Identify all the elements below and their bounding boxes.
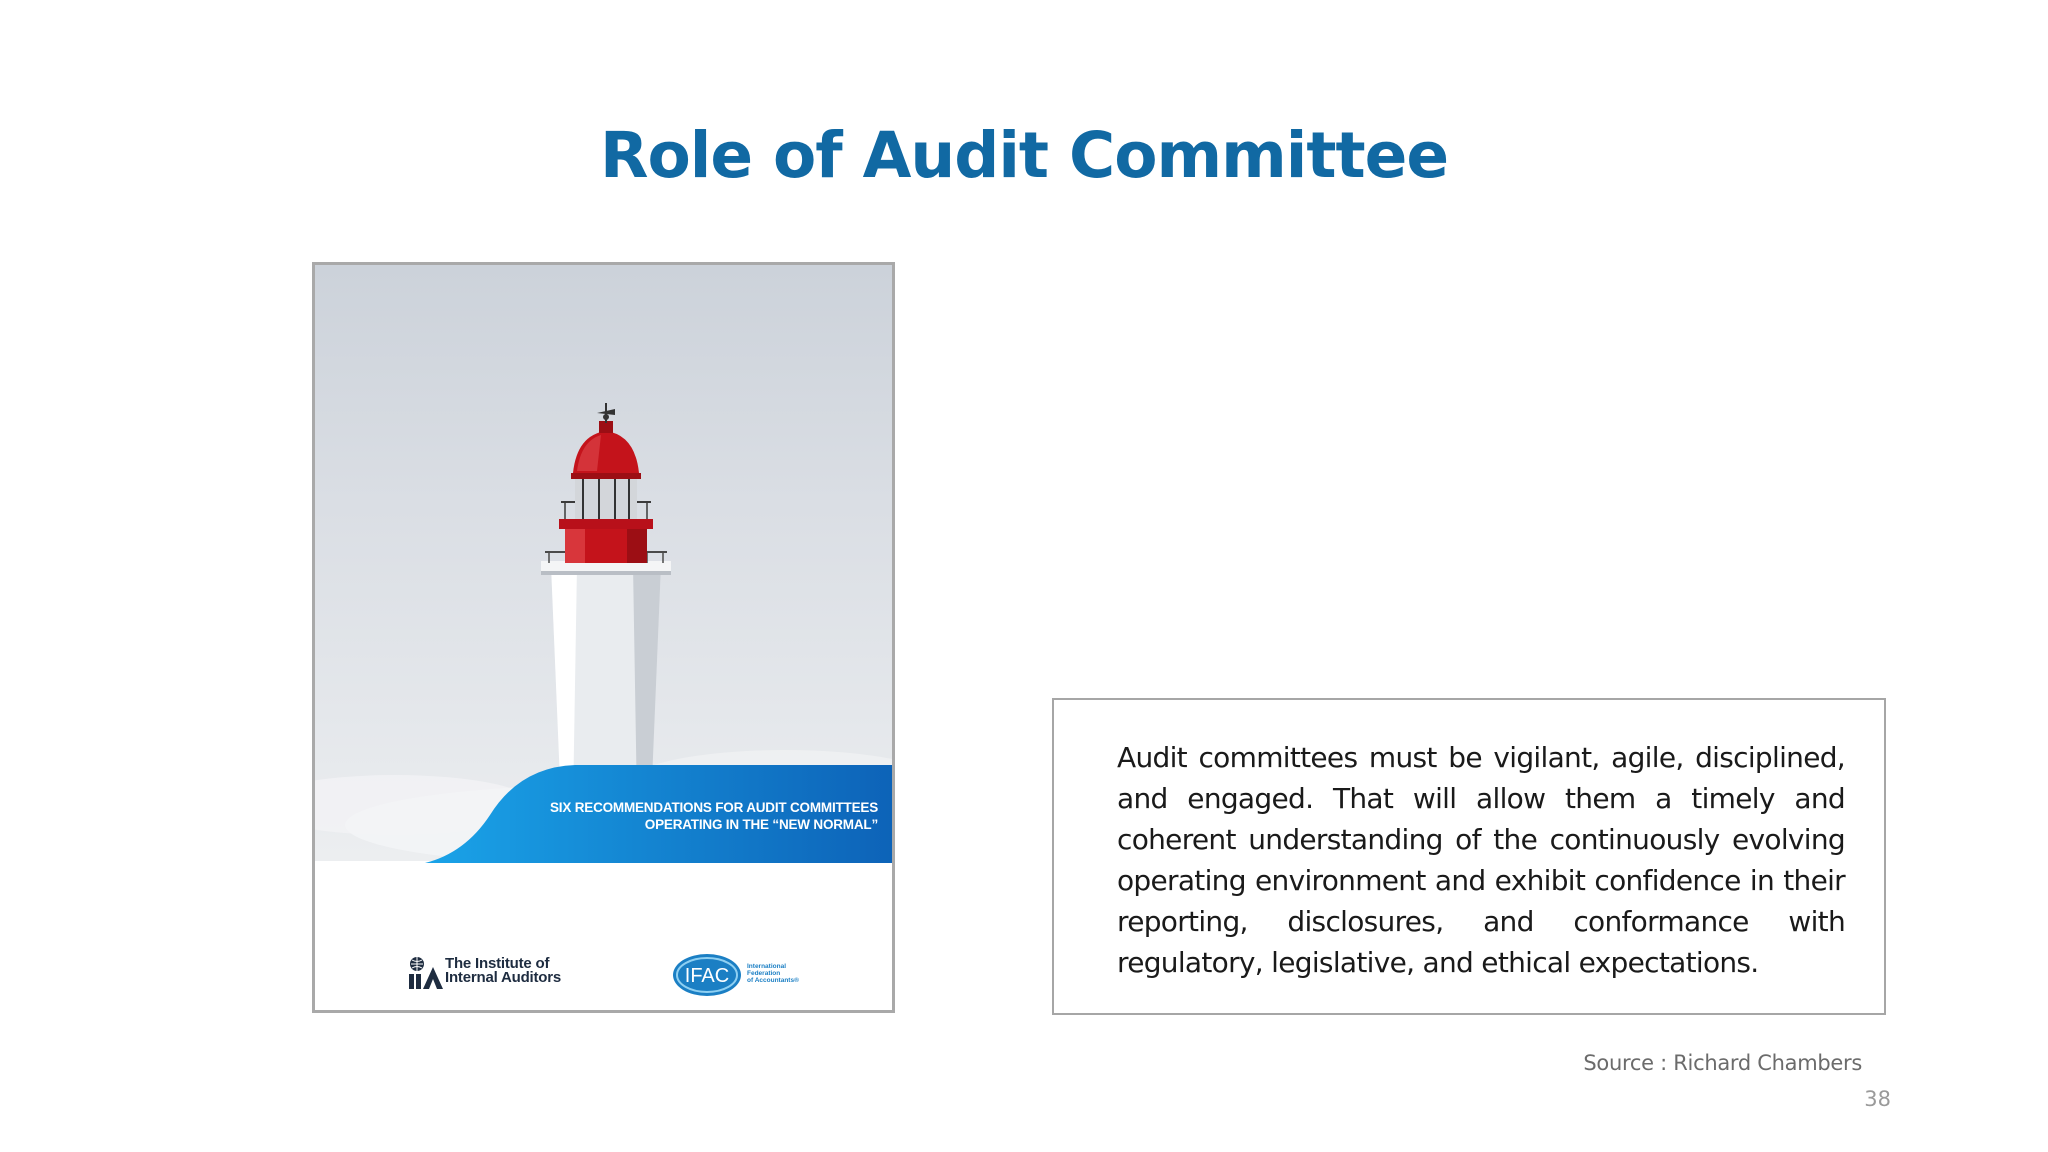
page-number: 38 — [1864, 1087, 1891, 1111]
iia-logo-text — [445, 957, 561, 985]
ifac-logo — [671, 951, 831, 999]
ifac-logo-mark: IFAC — [684, 965, 730, 987]
iia-logo-line1: The Institute of — [445, 955, 550, 972]
ifac-logo-line1: International — [747, 963, 787, 970]
cover-title-text — [458, 799, 878, 833]
iia-logo-line2: Internal Auditors — [445, 969, 562, 986]
cover-title-banner — [315, 765, 892, 863]
quote-text: Audit committees must be vigilant, agile, disciplined, and engaged. That will allow them a timely and coherent understanding of the continuously evolving operating environment and exhibit confidence in their reporting, disclosures, and conformance with regulatory, legislative, and ethical expectations. — [1117, 741, 1845, 979]
cover-title-line1: SIX RECOMMENDATIONS FOR AUDIT COMMITTEES — [550, 800, 878, 815]
ifac-logo-text — [747, 963, 799, 984]
ifac-logo-line2: Federation — [747, 970, 781, 977]
report-cover-image — [312, 262, 895, 1013]
cover-title-line2: OPERATING IN THE “NEW NORMAL” — [644, 817, 878, 832]
quote-box — [1052, 698, 1886, 1015]
iia-globe-icon — [407, 955, 447, 991]
slide-title: Role of Audit Committee — [599, 119, 1449, 192]
ifac-logo-line3: of Accountants® — [747, 977, 799, 984]
cover-logo-area — [315, 863, 892, 1013]
iia-logo — [407, 955, 597, 995]
source-citation: Source : Richard Chambers — [1583, 1051, 1862, 1075]
